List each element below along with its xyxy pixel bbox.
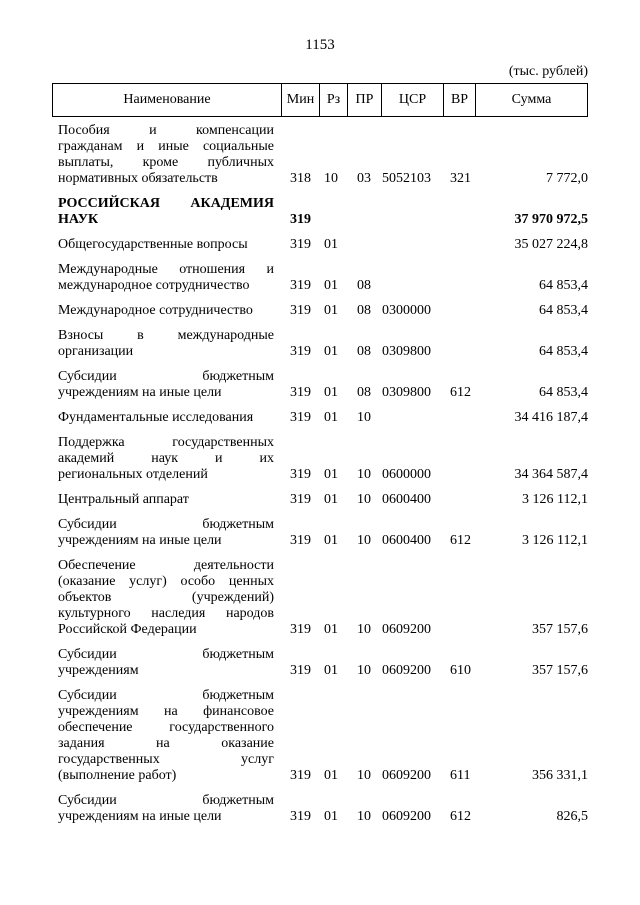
cell-rz: 01	[324, 410, 338, 425]
cell-rz: 01	[324, 768, 338, 783]
cell-pr: 10	[357, 467, 371, 482]
cell-rz: 01	[324, 303, 338, 318]
table-row	[58, 196, 588, 228]
cell-csr: 0609200	[382, 809, 431, 824]
cell-pr: 08	[357, 385, 371, 400]
units-label: (тыс. рублей)	[508, 64, 588, 79]
cell-sum: 37 970 972,5	[514, 212, 588, 227]
header-name: Наименование	[52, 84, 282, 116]
cell-sum: 356 331,1	[532, 768, 588, 783]
table-row	[58, 558, 588, 638]
row-name-line: Международные отношения и	[58, 262, 274, 277]
cell-pr: 10	[357, 768, 371, 783]
row-name-line: РОССИЙСКАЯ АКАДЕМИЯ	[58, 196, 274, 211]
row-codes	[58, 809, 588, 825]
cell-rz: 01	[324, 809, 338, 824]
row-name-line: гражданам и иные социальные	[58, 139, 274, 154]
row-name-line: обеспечение государственного	[58, 720, 274, 735]
cell-sum: 64 853,4	[539, 303, 588, 318]
cell-min: 319	[290, 467, 311, 482]
row-name-line: Субсидии бюджетным	[58, 647, 274, 662]
table-row	[58, 237, 588, 253]
table-row	[58, 647, 588, 679]
cell-sum: 826,5	[556, 809, 588, 824]
table-row	[58, 793, 588, 825]
cell-min: 318	[290, 171, 311, 186]
row-name-line: (выполнение работ)	[58, 768, 177, 783]
row-name-line: Субсидии бюджетным	[58, 369, 274, 384]
cell-rz: 01	[324, 663, 338, 678]
row-name-line: Поддержка государственных	[58, 435, 274, 450]
row-codes	[58, 622, 588, 638]
row-name-line: академий наук и их	[58, 451, 274, 466]
cell-vr: 612	[450, 809, 471, 824]
header-pr: ПР	[348, 84, 382, 116]
cell-rz: 01	[324, 492, 338, 507]
cell-vr: 612	[450, 533, 471, 548]
cell-min: 319	[290, 212, 311, 227]
cell-csr: 0600000	[382, 467, 431, 482]
row-codes	[58, 492, 588, 508]
row-name-line: Обеспечение деятельности	[58, 558, 274, 573]
header-min: Мин	[282, 84, 320, 116]
cell-rz: 01	[324, 467, 338, 482]
cell-rz: 01	[324, 237, 338, 252]
row-name-line: учреждениям	[58, 663, 139, 678]
cell-min: 319	[290, 809, 311, 824]
cell-sum: 357 157,6	[532, 622, 588, 637]
cell-vr: 321	[450, 171, 471, 186]
table-row	[58, 517, 588, 549]
row-codes	[58, 278, 588, 294]
row-name-line: объектов (учреждений)	[58, 590, 274, 605]
cell-pr: 10	[357, 533, 371, 548]
row-codes	[58, 212, 588, 228]
page-number: 1153	[305, 37, 335, 53]
table-header	[52, 83, 588, 117]
cell-sum: 34 416 187,4	[514, 410, 588, 425]
cell-min: 319	[290, 278, 311, 293]
row-codes	[58, 768, 588, 784]
row-name-line: организации	[58, 344, 134, 359]
cell-min: 319	[290, 237, 311, 252]
cell-sum: 3 126 112,1	[522, 533, 588, 548]
cell-sum: 64 853,4	[539, 385, 588, 400]
table-row	[58, 435, 588, 483]
cell-csr: 0309800	[382, 385, 431, 400]
table-row	[58, 688, 588, 784]
cell-rz: 10	[324, 171, 338, 186]
row-name-line: Фундаментальные исследования	[58, 410, 254, 425]
row-name-line: Общегосударственные вопросы	[58, 237, 248, 252]
table-row	[58, 262, 588, 294]
row-name-line: задания на оказание	[58, 736, 274, 751]
cell-pr: 10	[357, 410, 371, 425]
row-codes	[58, 663, 588, 679]
cell-min: 319	[290, 303, 311, 318]
cell-pr: 10	[357, 809, 371, 824]
cell-csr: 0609200	[382, 663, 431, 678]
row-name-line: нормативных обязательств	[58, 171, 218, 186]
cell-min: 319	[290, 663, 311, 678]
row-name-line: Центральный аппарат	[58, 492, 189, 507]
cell-sum: 3 126 112,1	[522, 492, 588, 507]
row-name-line: выплаты, кроме публичных	[58, 155, 274, 170]
row-name-line: учреждениям на финансовое	[58, 704, 274, 719]
cell-min: 319	[290, 533, 311, 548]
cell-csr: 0600400	[382, 533, 431, 548]
cell-rz: 01	[324, 344, 338, 359]
row-name-line: НАУК	[58, 212, 99, 227]
cell-csr: 0609200	[382, 622, 431, 637]
cell-sum: 7 772,0	[546, 171, 588, 186]
table-row	[58, 369, 588, 401]
row-name-line: Субсидии бюджетным	[58, 793, 274, 808]
row-codes	[58, 410, 588, 426]
header-rz: Рз	[320, 84, 348, 116]
row-codes	[58, 237, 588, 253]
row-codes	[58, 533, 588, 549]
header-csr: ЦСР	[382, 84, 444, 116]
row-name-line: государственных услуг	[58, 752, 274, 767]
cell-pr: 10	[357, 663, 371, 678]
row-codes	[58, 385, 588, 401]
cell-csr: 5052103	[382, 171, 431, 186]
table-row	[58, 328, 588, 360]
cell-sum: 357 157,6	[532, 663, 588, 678]
row-name-line: Российской Федерации	[58, 622, 197, 637]
row-name-line: Субсидии бюджетным	[58, 517, 274, 532]
row-codes	[58, 171, 588, 187]
table-row	[58, 410, 588, 426]
row-name-line: Взносы в международные	[58, 328, 274, 343]
cell-rz: 01	[324, 278, 338, 293]
row-name-line: учреждениям на иные цели	[58, 533, 222, 548]
cell-vr: 612	[450, 385, 471, 400]
row-name-line: (оказание услуг) особо ценных	[58, 574, 274, 589]
row-name-line: международное сотрудничество	[58, 278, 250, 293]
cell-min: 319	[290, 492, 311, 507]
cell-pr: 03	[357, 171, 371, 186]
cell-rz: 01	[324, 622, 338, 637]
table-row	[58, 303, 588, 319]
cell-min: 319	[290, 768, 311, 783]
cell-pr: 10	[357, 492, 371, 507]
cell-min: 319	[290, 344, 311, 359]
row-name-line: учреждениям на иные цели	[58, 385, 222, 400]
row-name-line: Международное сотрудничество	[58, 303, 253, 318]
row-codes	[58, 467, 588, 483]
row-codes	[58, 303, 588, 319]
cell-sum: 35 027 224,8	[514, 237, 588, 252]
cell-vr: 611	[450, 768, 471, 783]
row-name-line: культурного наследия народов	[58, 606, 274, 621]
cell-csr: 0609200	[382, 768, 431, 783]
table-row	[58, 123, 588, 187]
cell-min: 319	[290, 622, 311, 637]
header-vr: ВР	[444, 84, 476, 116]
cell-rz: 01	[324, 385, 338, 400]
cell-min: 319	[290, 410, 311, 425]
cell-min: 319	[290, 385, 311, 400]
cell-sum: 64 853,4	[539, 278, 588, 293]
cell-rz: 01	[324, 533, 338, 548]
header-sum: Сумма	[476, 84, 588, 116]
row-name-line: региональных отделений	[58, 467, 208, 482]
cell-csr: 0300000	[382, 303, 431, 318]
row-name-line: Субсидии бюджетным	[58, 688, 274, 703]
table-row	[58, 492, 588, 508]
row-name-line: Пособия и компенсации	[58, 123, 274, 138]
cell-pr: 08	[357, 344, 371, 359]
cell-csr: 0600400	[382, 492, 431, 507]
cell-csr: 0309800	[382, 344, 431, 359]
cell-sum: 64 853,4	[539, 344, 588, 359]
row-codes	[58, 344, 588, 360]
table-body	[58, 123, 588, 834]
cell-pr: 10	[357, 622, 371, 637]
row-name-line: учреждениям на иные цели	[58, 809, 222, 824]
cell-vr: 610	[450, 663, 471, 678]
cell-pr: 08	[357, 303, 371, 318]
cell-pr: 08	[357, 278, 371, 293]
cell-sum: 34 364 587,4	[514, 467, 588, 482]
